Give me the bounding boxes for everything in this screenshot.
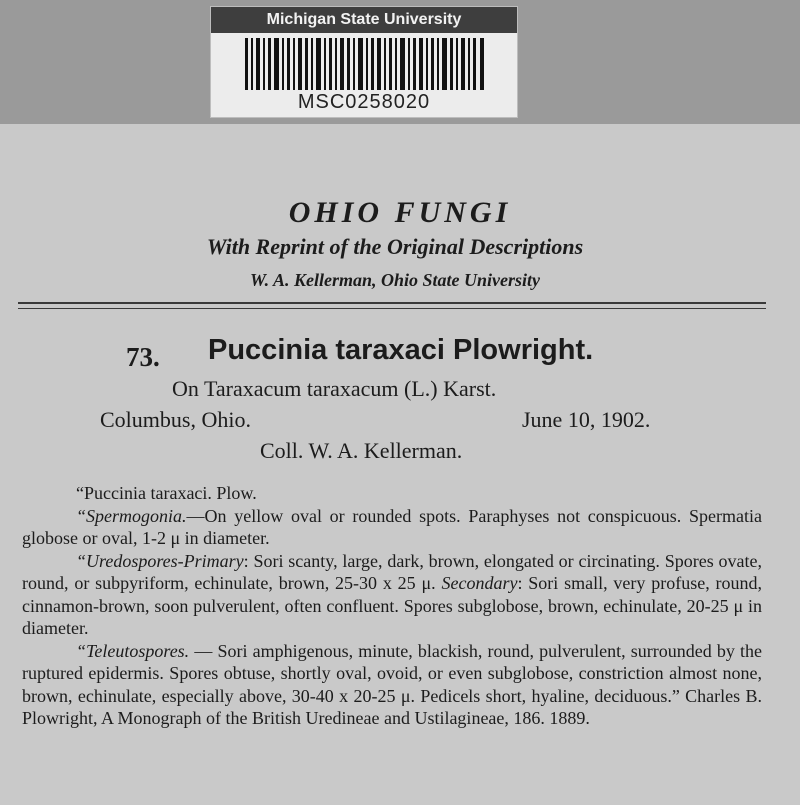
host-plant: On Taraxacum taraxacum (L.) Karst. <box>172 376 497 401</box>
barcode-label <box>210 6 518 118</box>
collection-date: June 10, 1902. <box>522 407 651 432</box>
divider-rule-thin <box>18 308 766 309</box>
species-name: Puccinia taraxaci Plowright. <box>208 334 594 366</box>
specimen-label <box>0 124 800 805</box>
uredospores-heading: “Uredospores-Primary <box>76 550 244 571</box>
series-author: W. A. Kellerman, Ohio State University <box>249 270 540 290</box>
exsiccata-number: 73. <box>126 342 160 372</box>
spermogonia-text: —On yellow oval or rounded spots. Paraphyses not conspicuous. Spermatia globose or oval, 1-2 μ in diameter. <box>22 505 762 548</box>
description-citation: “Puccinia taraxaci. Plow. <box>76 483 257 503</box>
series-subtitle: With Reprint of the Original Descriptions <box>206 234 584 259</box>
barcode-icon <box>245 38 485 90</box>
collector: Coll. W. A. Kellerman. <box>260 438 463 463</box>
spermogonia-paragraph <box>22 505 762 550</box>
spermogonia-heading: “Spermogonia. <box>76 505 187 526</box>
teleutospores-paragraph <box>22 640 762 730</box>
original-description <box>22 482 762 730</box>
uredospores-text: : Sori scanty, large, dark, brown, elongated or circinating. Spores ovate, round, or subpyriform, echinulate, brown, 25-30 x 25 μ. <box>22 550 762 593</box>
series-title: OHIO FUNGI <box>288 196 512 229</box>
institution-name: Michigan State University <box>211 7 517 33</box>
secondary-text: : Sori small, very profuse, round, cinnamon-brown, soon pulverulent, often confluent. Spores subglobose, brown, echinulate, 20-25 μ in diameter. <box>22 573 763 638</box>
uredospores-paragraph <box>22 550 762 640</box>
locality: Columbus, Ohio. <box>100 407 251 432</box>
divider-rule <box>18 302 766 304</box>
secondary-heading: Secondary <box>441 573 518 593</box>
teleutospores-heading: “Teleutospores. <box>76 640 190 661</box>
catalog-number: MSC0258020 <box>297 91 431 113</box>
teleutospores-text: — Sori amphigenous, minute, blackish, round, pulverulent, surrounded by the ruptured epidermis. Spores obtuse, shortly oval, ovoid, or even subglobose, constriction almost none, brown, echinulate, especially above, 30-40 x 20-25 μ. Pedicels short, hyaline, deciduous.” Charles B. Plowright, A Monograph of the British Uredineae and Ustilagineae, 186. 1889. <box>22 640 762 728</box>
